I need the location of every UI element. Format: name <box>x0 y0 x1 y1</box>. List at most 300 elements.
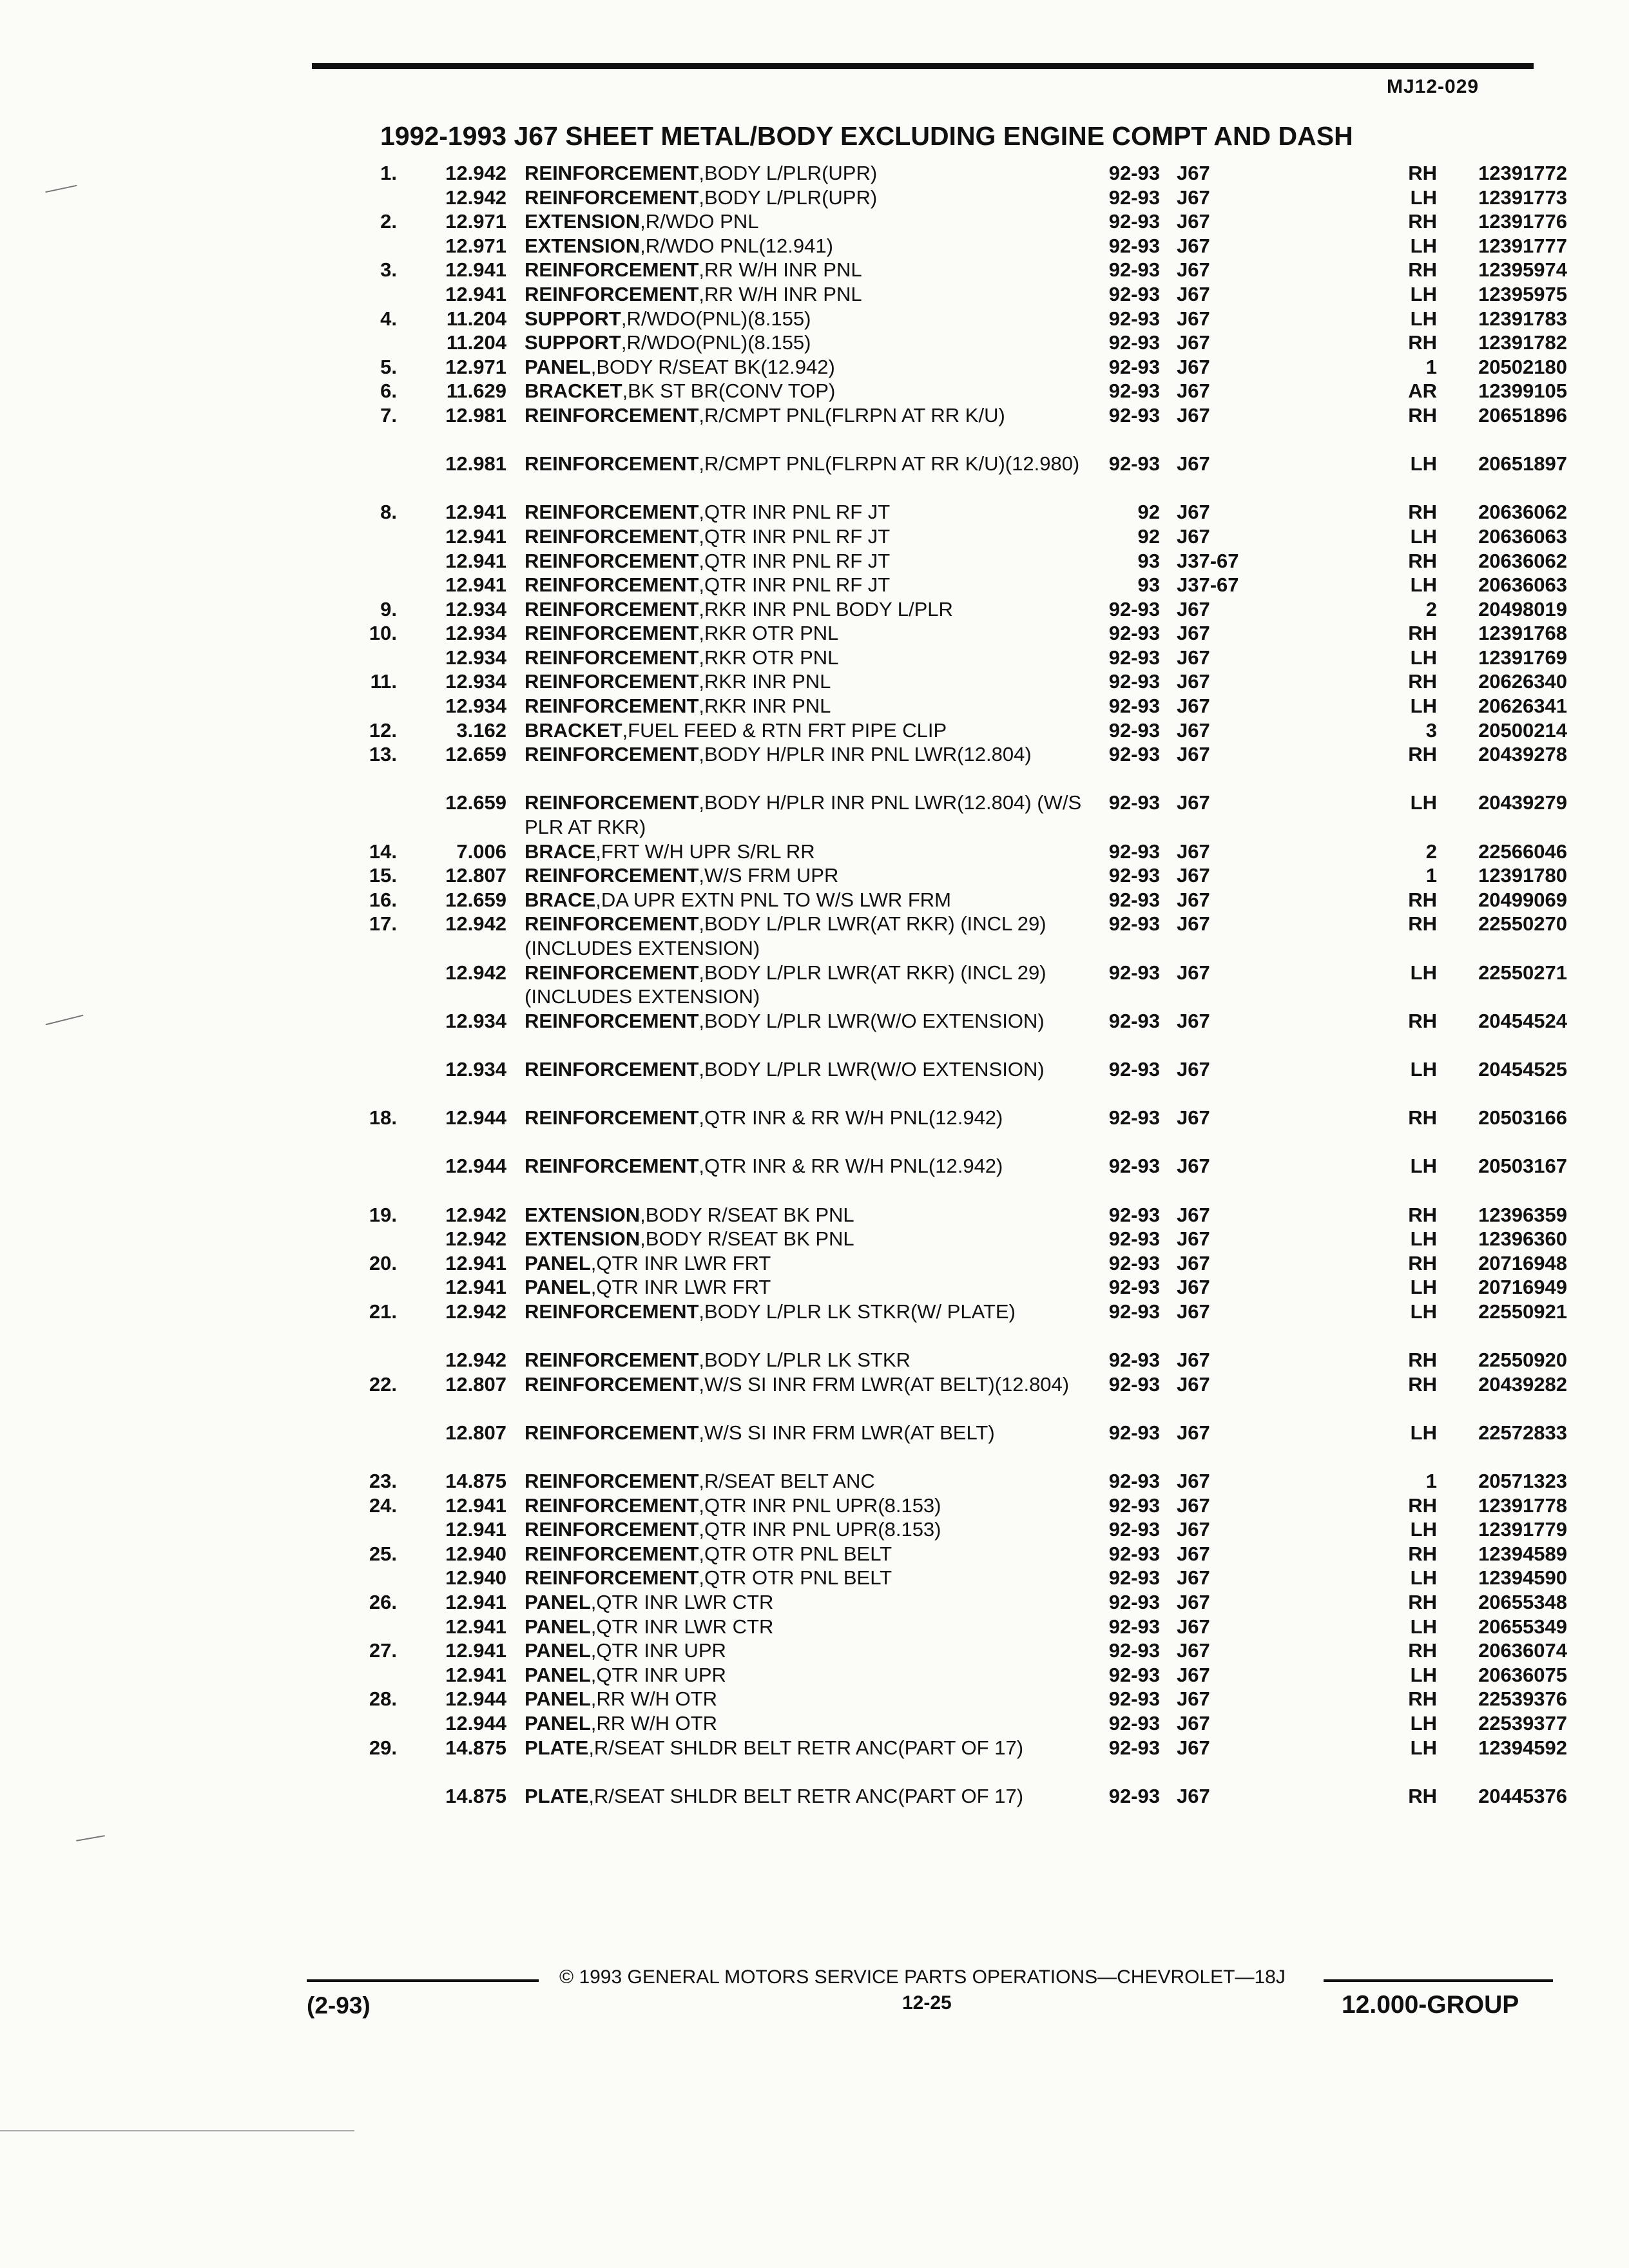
model-code: J67 <box>1177 1057 1210 1081</box>
part-number: 12396360 <box>1478 1227 1567 1251</box>
quantity: 1 <box>1425 355 1437 378</box>
part-detail: ,RKR INR PNL <box>699 695 831 718</box>
part-description <box>525 1251 1092 1276</box>
part-detail: ,W/S SI INR FRM LWR(AT BELT)(12.804) <box>699 1372 1070 1396</box>
table-row <box>361 1154 1567 1202</box>
model-code: J67 <box>1177 258 1210 282</box>
quantity: RH <box>1408 1639 1437 1662</box>
quantity: RH <box>1408 1372 1437 1396</box>
part-name: REINFORCEMENT <box>525 646 699 669</box>
part-detail: ,QTR INR LWR FRT <box>590 1251 771 1274</box>
table-row <box>361 1300 1567 1348</box>
ref-number: 26. <box>369 1591 397 1614</box>
table-row <box>361 597 1567 622</box>
model-year: 92-93 <box>1108 234 1160 257</box>
scan-mark <box>45 185 77 193</box>
part-description <box>525 1687 1092 1711</box>
part-detail: ,RR W/H OTR <box>590 1712 718 1735</box>
model-year: 92-93 <box>1108 743 1160 766</box>
ref-number: 24. <box>369 1494 397 1517</box>
part-number: 12391772 <box>1478 162 1567 184</box>
part-description <box>525 961 1092 1009</box>
part-detail: ,R/CMPT PNL(FLRPN AT RR K/U)(12.980) <box>699 452 1080 476</box>
part-number: 20626341 <box>1478 695 1567 718</box>
part-number: 12391773 <box>1478 186 1567 209</box>
part-description <box>525 1203 1092 1227</box>
quantity: 1 <box>1425 1470 1437 1493</box>
quantity: RH <box>1408 1784 1437 1807</box>
model-code: J67 <box>1177 355 1210 378</box>
quantity: LH <box>1410 234 1437 257</box>
part-name: REINFORCEMENT <box>525 743 699 766</box>
group-number: 12.934 <box>445 622 506 645</box>
model-year: 92-93 <box>1108 1276 1160 1299</box>
part-detail: ,R/SEAT SHLDR BELT RETR ANC(PART OF 17) <box>588 1736 1024 1759</box>
quantity: RH <box>1408 743 1437 766</box>
part-detail: ,FUEL FEED & RTN FRT PIPE CLIP <box>622 718 947 742</box>
part-detail: ,RKR INR PNL <box>699 670 831 693</box>
part-detail: ,BODY H/PLR INR PNL LWR(12.804) (W/S PLR AT RKR) <box>525 791 1082 839</box>
quantity: AR <box>1408 380 1437 403</box>
part-number: 22572833 <box>1478 1421 1567 1444</box>
model-code: J67 <box>1177 1784 1210 1807</box>
ref-number: 8. <box>380 501 397 524</box>
quantity: RH <box>1408 1203 1437 1226</box>
ref-number: 21. <box>369 1300 397 1323</box>
model-code: J67 <box>1177 743 1210 766</box>
part-detail: ,RR W/H INR PNL <box>699 258 862 282</box>
quantity: RH <box>1408 1591 1437 1614</box>
group-number: 11.204 <box>446 331 506 354</box>
model-year: 92-93 <box>1108 1518 1160 1541</box>
quantity: LH <box>1410 695 1437 718</box>
part-name: REINFORCEMENT <box>525 1300 699 1323</box>
table-row <box>361 331 1567 355</box>
part-number: 20651897 <box>1478 452 1567 476</box>
model-year: 92-93 <box>1108 1639 1160 1662</box>
part-number: 12399105 <box>1478 380 1567 403</box>
scan-mark <box>46 1015 84 1025</box>
ref-number: 22. <box>369 1372 397 1396</box>
model-year: 92-93 <box>1108 210 1160 233</box>
part-description <box>525 234 1092 258</box>
part-number: 12394592 <box>1478 1736 1567 1759</box>
model-code: J67 <box>1177 186 1210 209</box>
ref-number: 23. <box>369 1470 397 1493</box>
model-year: 92-93 <box>1108 1155 1160 1178</box>
part-detail: ,QTR INR LWR CTR <box>590 1615 774 1638</box>
part-number: 20636062 <box>1478 501 1567 524</box>
model-year: 92-93 <box>1108 597 1160 620</box>
part-number: 20571323 <box>1478 1470 1567 1493</box>
group-number: 12.944 <box>445 1712 506 1735</box>
table-row <box>361 1517 1567 1542</box>
part-detail: ,QTR OTR PNL BELT <box>699 1542 892 1565</box>
model-year: 92-93 <box>1108 961 1160 984</box>
quantity: 1 <box>1425 864 1437 887</box>
part-name: BRACE <box>525 888 596 911</box>
quantity: RH <box>1408 670 1437 693</box>
part-description <box>525 282 1092 307</box>
model-code: J67 <box>1177 1300 1210 1323</box>
model-year: 92 <box>1137 501 1160 524</box>
model-year: 92 <box>1137 524 1160 548</box>
quantity: LH <box>1410 452 1437 476</box>
model-code: J67 <box>1177 1251 1210 1274</box>
part-description <box>525 258 1092 282</box>
ref-number: 3. <box>380 258 397 282</box>
part-name: EXTENSION <box>525 234 641 257</box>
quantity: RH <box>1408 403 1437 427</box>
group-number: 12.941 <box>445 1663 506 1686</box>
table-row <box>361 573 1567 597</box>
group-number: 12.971 <box>445 355 506 378</box>
model-year: 92-93 <box>1108 1784 1160 1807</box>
part-detail: ,BODY R/SEAT BK(12.942) <box>590 355 835 378</box>
part-detail: ,BODY L/PLR LWR(AT RKR) (INCL 29)(INCLUDES EXTENSION) <box>525 961 1046 1008</box>
part-number: 20454525 <box>1478 1057 1567 1081</box>
part-name: BRACE <box>525 840 596 863</box>
part-name: REINFORCEMENT <box>525 1009 699 1032</box>
part-name: REINFORCEMENT <box>525 1421 699 1444</box>
group-number: 12.981 <box>445 452 506 476</box>
part-detail: ,BODY L/PLR(UPR) <box>699 186 878 209</box>
quantity: 2 <box>1425 597 1437 620</box>
part-detail: ,R/WDO PNL <box>640 210 759 233</box>
part-description <box>525 307 1092 331</box>
table-row <box>361 1736 1567 1784</box>
quantity: LH <box>1410 307 1437 330</box>
model-year: 92-93 <box>1108 1009 1160 1032</box>
model-code: J67 <box>1177 695 1210 718</box>
model-code: J67 <box>1177 1736 1210 1759</box>
model-code: J67 <box>1177 1639 1210 1662</box>
quantity: RH <box>1408 1009 1437 1032</box>
part-name: REINFORCEMENT <box>525 1372 699 1396</box>
part-description <box>525 1517 1092 1542</box>
part-description <box>525 1300 1092 1324</box>
model-year: 92-93 <box>1108 1663 1160 1686</box>
part-detail: ,R/WDO PNL(12.941) <box>640 234 833 257</box>
part-number: 12395975 <box>1478 282 1567 305</box>
part-name: PANEL <box>525 1712 591 1735</box>
model-year: 92-93 <box>1108 1566 1160 1590</box>
quantity: LH <box>1410 1227 1437 1251</box>
part-name: REINFORCEMENT <box>525 1057 699 1081</box>
model-year: 92-93 <box>1108 695 1160 718</box>
part-name: REINFORCEMENT <box>525 961 699 984</box>
part-description <box>525 1711 1092 1736</box>
group-number: 12.942 <box>445 1203 506 1226</box>
group-number: 12.807 <box>445 1372 506 1396</box>
quantity: RH <box>1408 1349 1437 1372</box>
model-year: 92-93 <box>1108 355 1160 378</box>
quantity: RH <box>1408 912 1437 936</box>
part-detail: ,QTR INR PNL UPR(8.153) <box>699 1494 941 1517</box>
group-number: 12.940 <box>445 1542 506 1565</box>
part-name: REINFORCEMENT <box>525 670 699 693</box>
part-detail: ,RKR OTR PNL <box>699 646 839 669</box>
part-number: 20502180 <box>1478 355 1567 378</box>
group-number: 12.934 <box>445 1009 506 1032</box>
model-code: J67 <box>1177 1566 1210 1590</box>
model-code: J67 <box>1177 1421 1210 1444</box>
table-row <box>361 524 1567 549</box>
model-year: 92-93 <box>1108 1470 1160 1493</box>
model-code: J67 <box>1177 912 1210 936</box>
model-year: 92-93 <box>1108 162 1160 184</box>
part-name: REINFORCEMENT <box>525 1106 699 1129</box>
quantity: LH <box>1410 573 1437 597</box>
part-detail: ,BODY L/PLR LWR(W/O EXTENSION) <box>699 1057 1045 1081</box>
part-description <box>525 1057 1092 1082</box>
model-code: J67 <box>1177 403 1210 427</box>
part-name: REINFORCEMENT <box>525 1494 699 1517</box>
part-detail: ,FRT W/H UPR S/RL RR <box>595 840 815 863</box>
model-year: 92-93 <box>1108 452 1160 476</box>
table-row <box>361 1009 1567 1057</box>
quantity: LH <box>1410 1663 1437 1686</box>
model-year: 92-93 <box>1108 331 1160 354</box>
group-number: 14.875 <box>445 1736 506 1759</box>
part-detail: ,BODY R/SEAT BK PNL <box>640 1203 854 1226</box>
part-name: REINFORCEMENT <box>525 282 699 305</box>
table-row <box>361 1687 1567 1711</box>
part-description <box>525 379 1092 403</box>
table-row <box>361 379 1567 403</box>
model-year: 92-93 <box>1108 307 1160 330</box>
ref-number: 7. <box>380 403 397 427</box>
part-description <box>525 912 1092 960</box>
part-name: REINFORCEMENT <box>525 791 699 814</box>
part-name: REINFORCEMENT <box>525 1155 699 1178</box>
quantity: RH <box>1408 258 1437 282</box>
part-description <box>525 621 1092 646</box>
table-row <box>361 1494 1567 1518</box>
group-number: 12.941 <box>445 573 506 597</box>
part-name: PANEL <box>525 1687 591 1711</box>
quantity: RH <box>1408 1494 1437 1517</box>
model-code: J67 <box>1177 210 1210 233</box>
part-description <box>525 1009 1092 1033</box>
group-number: 12.942 <box>445 1227 506 1251</box>
part-name: PANEL <box>525 1251 591 1274</box>
model-code: J67 <box>1177 646 1210 669</box>
model-year: 92-93 <box>1108 840 1160 863</box>
part-description <box>525 549 1092 573</box>
table-row <box>361 307 1567 331</box>
part-number: 20439282 <box>1478 1372 1567 1396</box>
model-code: J67 <box>1177 1687 1210 1711</box>
part-name: PANEL <box>525 1591 591 1614</box>
part-description <box>525 1348 1092 1372</box>
part-name: REINFORCEMENT <box>525 524 699 548</box>
table-row <box>361 403 1567 452</box>
part-number: 12391769 <box>1478 646 1567 669</box>
model-code: J67 <box>1177 1155 1210 1178</box>
table-row <box>361 1421 1567 1469</box>
model-year: 92-93 <box>1108 1421 1160 1444</box>
table-row <box>361 1469 1567 1494</box>
table-row <box>361 1227 1567 1251</box>
part-number: 20651896 <box>1478 403 1567 427</box>
group-number: 12.940 <box>445 1566 506 1590</box>
part-number: 12391777 <box>1478 234 1567 257</box>
group-number: 12.941 <box>445 1615 506 1638</box>
part-detail: ,QTR INR PNL RF JT <box>699 501 891 524</box>
model-code: J37-67 <box>1177 549 1239 572</box>
model-year: 92-93 <box>1108 1591 1160 1614</box>
quantity: LH <box>1410 1518 1437 1541</box>
quantity: RH <box>1408 549 1437 572</box>
model-code: J67 <box>1177 622 1210 645</box>
table-row <box>361 912 1567 960</box>
table-row <box>361 1542 1567 1566</box>
part-description <box>525 1590 1092 1615</box>
part-detail: ,R/WDO(PNL)(8.155) <box>621 307 811 330</box>
page-code: MJ12-029 <box>1387 76 1480 97</box>
part-detail: ,BODY H/PLR INR PNL LWR(12.804) <box>699 743 1032 766</box>
group-number: 14.875 <box>445 1784 506 1807</box>
part-detail: ,BODY L/PLR LWR(AT RKR) (INCL 29)(INCLUDES EXTENSION) <box>525 912 1046 959</box>
table-row <box>361 452 1567 500</box>
part-number: 20445376 <box>1478 1784 1567 1807</box>
ref-number: 10. <box>369 622 397 645</box>
ref-number: 17. <box>369 912 397 936</box>
quantity: RH <box>1408 1251 1437 1274</box>
model-year: 92-93 <box>1108 791 1160 814</box>
part-number: 20636075 <box>1478 1663 1567 1686</box>
part-name: REINFORCEMENT <box>525 622 699 645</box>
part-name: PANEL <box>525 1615 591 1638</box>
ref-number: 4. <box>380 307 397 330</box>
top-rule <box>312 63 1534 69</box>
ref-number: 15. <box>369 864 397 887</box>
model-code: J67 <box>1177 1349 1210 1372</box>
table-row <box>361 1615 1567 1639</box>
part-description <box>525 646 1092 670</box>
part-name: PANEL <box>525 1276 591 1299</box>
table-row <box>361 694 1567 718</box>
part-description <box>525 209 1092 234</box>
model-year: 92-93 <box>1108 282 1160 305</box>
table-row <box>361 258 1567 282</box>
part-name: REINFORCEMENT <box>525 258 699 282</box>
part-detail: ,QTR OTR PNL BELT <box>699 1566 892 1590</box>
part-number: 20503166 <box>1478 1106 1567 1129</box>
part-number: 12394590 <box>1478 1566 1567 1590</box>
model-year: 92-93 <box>1108 380 1160 403</box>
part-name: REINFORCEMENT <box>525 162 699 184</box>
group-number: 12.934 <box>445 670 506 693</box>
quantity: LH <box>1410 1276 1437 1299</box>
table-row <box>361 840 1567 864</box>
model-code: J67 <box>1177 1227 1210 1251</box>
table-row <box>361 1663 1567 1687</box>
part-number: 12396359 <box>1478 1203 1567 1226</box>
model-year: 92-93 <box>1108 1251 1160 1274</box>
model-year: 92-93 <box>1108 1300 1160 1323</box>
model-year: 92-93 <box>1108 1106 1160 1129</box>
table-row <box>361 161 1567 186</box>
model-year: 93 <box>1137 573 1160 597</box>
model-year: 92-93 <box>1108 1227 1160 1251</box>
ref-number: 18. <box>369 1106 397 1129</box>
part-description <box>525 1784 1092 1809</box>
ref-number: 20. <box>369 1251 397 1274</box>
group-label: 12.000-GROUP <box>1342 1991 1519 2019</box>
part-number: 22539376 <box>1478 1687 1567 1711</box>
part-description <box>525 840 1092 864</box>
model-code: J37-67 <box>1177 573 1239 597</box>
part-name: REINFORCEMENT <box>525 501 699 524</box>
part-detail: ,DA UPR EXTN PNL TO W/S LWR FRM <box>595 888 951 911</box>
table-row <box>361 1639 1567 1663</box>
group-number: 12.659 <box>445 888 506 911</box>
part-number: 20626340 <box>1478 670 1567 693</box>
group-number: 12.942 <box>445 912 506 936</box>
model-code: J67 <box>1177 1203 1210 1226</box>
group-number: 12.942 <box>445 162 506 184</box>
group-number: 12.941 <box>445 258 506 282</box>
group-number: 14.875 <box>445 1470 506 1493</box>
model-code: J67 <box>1177 840 1210 863</box>
model-code: J67 <box>1177 307 1210 330</box>
ref-number: 11. <box>370 670 397 693</box>
part-number: 20636063 <box>1478 524 1567 548</box>
model-code: J67 <box>1177 380 1210 403</box>
part-name: SUPPORT <box>525 307 621 330</box>
part-name: PANEL <box>525 1663 591 1686</box>
part-number: 12391779 <box>1478 1518 1567 1541</box>
group-number: 12.981 <box>445 403 506 427</box>
group-number: 12.659 <box>445 743 506 766</box>
model-year: 92-93 <box>1108 1494 1160 1517</box>
part-description <box>525 452 1092 476</box>
part-detail: ,QTR INR LWR FRT <box>590 1276 771 1299</box>
part-description <box>525 355 1092 380</box>
group-number: 11.204 <box>446 307 506 330</box>
quantity: LH <box>1410 524 1437 548</box>
part-description <box>525 573 1092 597</box>
ref-number: 25. <box>369 1542 397 1565</box>
quantity: LH <box>1410 1057 1437 1081</box>
table-row <box>361 1057 1567 1106</box>
group-number: 12.941 <box>445 1251 506 1274</box>
part-name: EXTENSION <box>525 210 641 233</box>
part-description <box>525 500 1092 524</box>
model-code: J67 <box>1177 1518 1210 1541</box>
part-description <box>525 1154 1092 1178</box>
model-year: 92-93 <box>1108 258 1160 282</box>
table-row <box>361 961 1567 1009</box>
table-row <box>361 1106 1567 1154</box>
part-name: REINFORCEMENT <box>525 1542 699 1565</box>
part-number: 12391782 <box>1478 331 1567 354</box>
part-number: 20636063 <box>1478 573 1567 597</box>
model-code: J67 <box>1177 597 1210 620</box>
ref-number: 27. <box>369 1639 397 1662</box>
part-number: 12395974 <box>1478 258 1567 282</box>
part-description <box>525 1227 1092 1251</box>
quantity: RH <box>1408 501 1437 524</box>
table-row <box>361 621 1567 646</box>
model-code: J67 <box>1177 234 1210 257</box>
model-code: J67 <box>1177 1009 1210 1032</box>
part-description <box>525 669 1092 694</box>
table-row <box>361 500 1567 524</box>
table-row <box>361 1784 1567 1832</box>
